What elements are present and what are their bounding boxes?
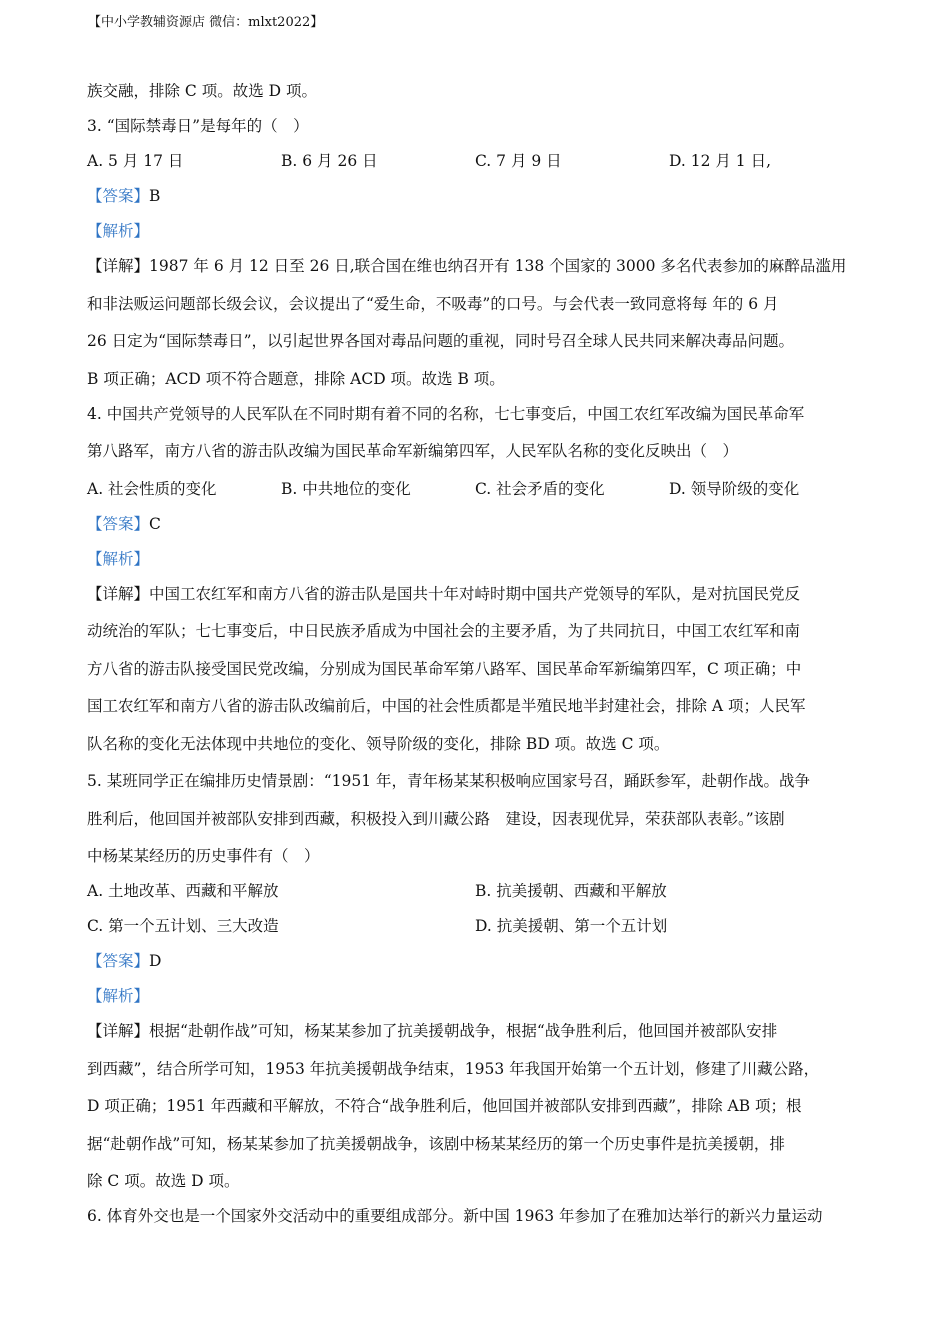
- paragraph-line: 族交融，排除 C 项。故选 D 项。: [87, 82, 317, 100]
- analysis-label: 【解析】: [87, 549, 150, 568]
- option-a: A. 土地改革、西藏和平解放: [87, 882, 279, 900]
- question-5-options-row: [87, 912, 865, 947]
- question-5-detail-line: 除 C 项。故选 D 项。: [87, 1172, 240, 1190]
- question-3-detail-line: 26 日定为“国际禁毒日”，以引起世界各国对毒品问题的重视，同时号召全球人民共同来解决毒品问题。: [87, 332, 795, 350]
- option-d: D. 12 月 1 日,: [669, 152, 772, 170]
- answer-label: 【答案】: [87, 187, 150, 205]
- question-3-detail-line: B 项正确；ACD 项不符合题意，排除 ACD 项。故选 B 项。: [87, 369, 505, 388]
- question-4-detail-line: 队名称的变化无法体现中共地位的变化、领导阶级的变化，排除 BD 项。故选 C 项。: [87, 734, 670, 753]
- question-3-detail-line: [87, 252, 865, 290]
- question-3-detail-line: 和非法贩运问题部长级会议，会议提出了“爱生命，不吸毒”的口号。与会代表一致同意将每 年的 6 月: [87, 294, 779, 313]
- question-5-answer: [87, 947, 865, 982]
- analysis-label: 【解析】: [87, 222, 150, 240]
- question-3-options: [87, 147, 865, 182]
- detail-text: 根据“赴朝作战”可知，杨某某参加了抗美援朝战争，根据“战争胜利后，他回国并被部队安排: [149, 1022, 778, 1040]
- question-5-stem: 5. 某班同学正在编排历史情景剧：“1951 年，青年杨某某积极响应国家号召，踊跃参军，赴朝作战。战争: [87, 772, 811, 790]
- answer-label: 【答案】: [87, 514, 150, 533]
- question-4-detail-line: 动统治的军队；七七事变后，中日民族矛盾成为中国社会的主要矛盾，为了共同抗日，中国工农红军和南: [87, 622, 801, 640]
- option-b: B. 抗美援朝、西藏和平解放: [475, 882, 667, 900]
- option-b: B. 6 月 26 日: [281, 152, 378, 170]
- answer-value: C: [149, 514, 161, 533]
- page-header: 【中小学教辅资源店 微信：mlxt2022】: [88, 15, 324, 30]
- detail-label: 【详解】: [87, 1022, 150, 1040]
- question-5-detail-line: D 项正确；1951 年西藏和平解放，不符合“战争胜利后，他回国并被部队安排到西藏”，排除 AB 项；根: [87, 1097, 802, 1115]
- question-5-detail-line: 到西藏”，结合所学可知，1953 年抗美援朝战争结束，1953 年我国开始第一个五计划，修建了川藏公路，: [87, 1059, 820, 1078]
- question-4-stem: 4. 中国共产党领导的人民军队在不同时期有着不同的名称，七七事变后，中国工农红军改编为国民革命军: [87, 404, 805, 423]
- question-4-answer: [87, 510, 865, 545]
- question-4-options: [87, 475, 865, 510]
- detail-text: 中国工农红军和南方八省的游击队是国共十年对峙时期中国共产党领导的军队，是对抗国民党反: [149, 584, 801, 603]
- option-d: D. 抗美援朝、第一个五计划: [475, 917, 668, 935]
- answer-value: D: [149, 952, 162, 970]
- question-4-detail-line: [87, 580, 865, 618]
- option-c: C. 社会矛盾的变化: [475, 479, 605, 498]
- question-5-detail-line: [87, 1017, 865, 1055]
- question-5-stem: 中杨某某经历的历史事件有（ ）: [87, 847, 320, 865]
- option-a: A. 社会性质的变化: [87, 479, 217, 498]
- answer-value: B: [149, 187, 161, 205]
- question-4-detail-line: 方八省的游击队接受国民党改编，分别成为国民革命军第八路军、国民革命军新编第四军，C 项正确；中: [87, 659, 802, 678]
- question-5-detail-line: 据“赴朝作战”可知，杨某某参加了抗美援朝战争，该剧中杨某某经历的第一个历史事件是抗美援朝，排: [87, 1134, 785, 1153]
- detail-label: 【详解】: [87, 257, 150, 275]
- question-3-analysis: [87, 217, 865, 252]
- document-body: [87, 77, 865, 1237]
- detail-label: 【详解】: [87, 584, 150, 603]
- detail-text: 1987 年 6 月 12 日至 26 日,联合国在维也纳召开有 138 个国家的 3000 多名代表参加的麻醉品滥用: [149, 257, 847, 275]
- question-3-stem: 3. “国际禁毒日”是每年的（ ）: [87, 117, 309, 135]
- question-5-stem: 胜利后，他回国并被部队安排到西藏，积极投入到川藏公路 建设，因表现优异，荣获部队表彰。”该剧: [87, 809, 785, 828]
- answer-label: 【答案】: [87, 952, 150, 970]
- option-b: B. 中共地位的变化: [281, 479, 411, 498]
- option-c: C. 7 月 9 日: [475, 152, 562, 170]
- question-6-stem: 6. 体育外交也是一个国家外交活动中的重要组成部分。新中国 1963 年参加了在雅加达举行的新兴力量运动: [87, 1207, 823, 1225]
- analysis-label: 【解析】: [87, 987, 150, 1005]
- question-4-stem: 第八路军，南方八省的游击队改编为国民革命军新编第四军，人民军队名称的变化反映出（ ）: [87, 442, 739, 460]
- question-3-answer: [87, 182, 865, 217]
- question-5-options-row: [87, 877, 865, 912]
- option-c: C. 第一个五计划、三大改造: [87, 917, 279, 935]
- question-4-analysis: [87, 545, 865, 580]
- option-d: D. 领导阶级的变化: [669, 479, 800, 498]
- option-a: A. 5 月 17 日: [87, 152, 184, 170]
- question-4-detail-line: 国工农红军和南方八省的游击队改编前后，中国的社会性质都是半殖民地半封建社会，排除 A 项；人民军: [87, 697, 806, 715]
- question-5-analysis: [87, 982, 865, 1017]
